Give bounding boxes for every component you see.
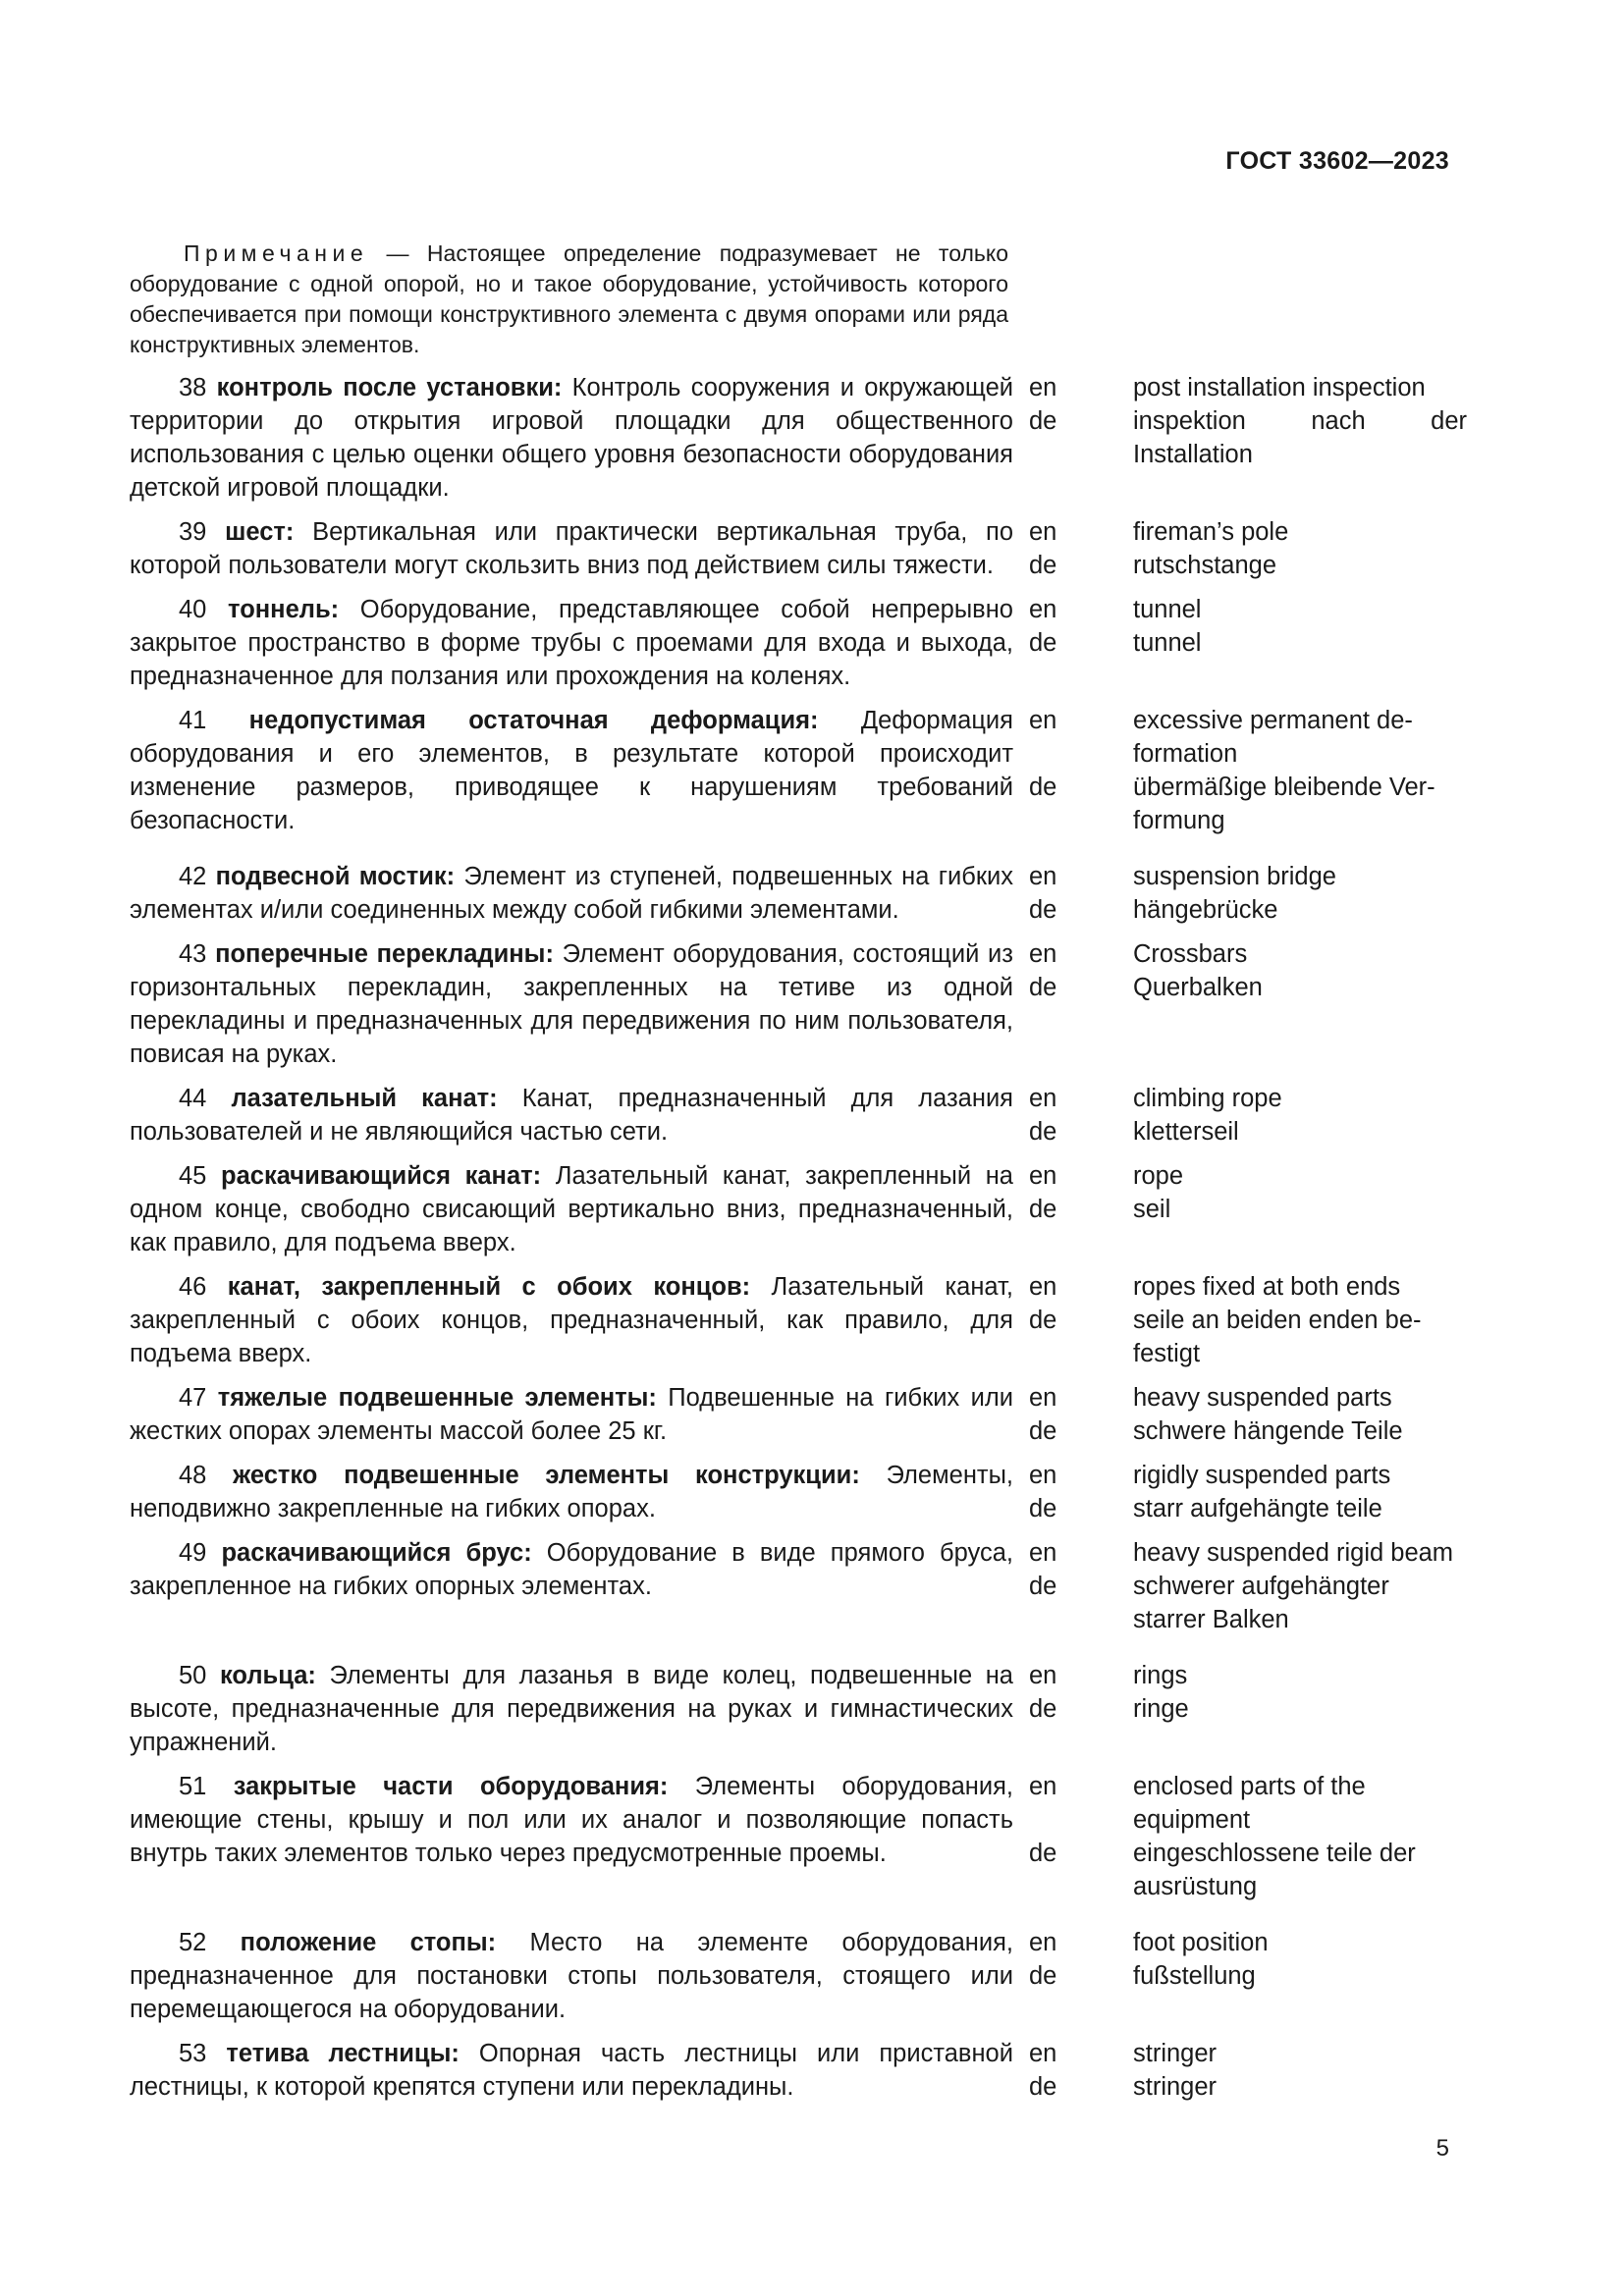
language-code: en	[1029, 1773, 1057, 1800]
term-entry	[130, 704, 1445, 837]
term-entry	[130, 371, 1467, 505]
language-code: de	[1029, 407, 1057, 435]
foreign-equivalents	[1133, 593, 1467, 693]
term-definition	[130, 1459, 1013, 1525]
foreign-equivalent: rope	[1133, 1162, 1184, 1190]
term-definition	[130, 1082, 1013, 1148]
language-code: de	[1029, 629, 1057, 657]
foreign-equivalent: inspektion nach der Installation	[1133, 407, 1467, 468]
term-name: подвесной мостик:	[215, 863, 456, 890]
foreign-equivalents	[1133, 1926, 1467, 2026]
term-number: 50	[179, 1662, 207, 1689]
foreign-equivalents	[1133, 2037, 1467, 2104]
language-code: de	[1029, 1840, 1057, 1867]
term-entry	[130, 1659, 1445, 1759]
term-definition-text: Подвешенные на гибких или жестких опорах элементы массой более 25 кг.	[130, 1384, 1014, 1445]
term-number: 48	[179, 1462, 207, 1489]
language-code: de	[1029, 1962, 1057, 1990]
foreign-equivalent: tunnel	[1133, 629, 1202, 657]
term-definition	[130, 593, 1013, 693]
term-name: контроль после установки:	[216, 374, 563, 401]
term-definition	[130, 1926, 1013, 2026]
term-definition-text: Лазательный канат, закрепленный на одном конце, свободно свисающий вертикально вниз, предназначенный, как правило, для подъема вверх.	[130, 1162, 1013, 1256]
foreign-equivalent: foot position	[1133, 1929, 1269, 1956]
foreign-equivalent: excessive permanent de-	[1133, 707, 1413, 734]
language-code: en	[1029, 2040, 1057, 2067]
term-number: 45	[179, 1162, 207, 1190]
foreign-equivalent: formation	[1133, 740, 1238, 768]
term-definition-text: Канат, предназначенный для лазания пользователей и не являющийся частью сети.	[130, 1085, 1013, 1146]
term-entry	[130, 860, 1445, 927]
language-code	[1029, 1803, 1103, 1837]
term-definition	[130, 1770, 1013, 1903]
term-number: 47	[179, 1384, 207, 1412]
foreign-equivalent: ringe	[1133, 1695, 1189, 1723]
foreign-equivalents	[1133, 515, 1467, 582]
language-code	[1029, 737, 1103, 771]
term-name: канат, закрепленный с обоих концов:	[227, 1273, 751, 1301]
language-codes	[1029, 1270, 1103, 1370]
language-code: de	[1029, 1495, 1057, 1522]
foreign-equivalent: post installation inspection	[1133, 374, 1426, 401]
term-definition-text: Элементы оборудования, имеющие стены, крышу и пол или их аналог и позволяющие попасть внутрь таких элементов только через предусмотренные проемы.	[130, 1773, 1013, 1867]
document-code-header: ГОСТ 33602—2023	[1225, 147, 1449, 175]
foreign-equivalent: rutschstange	[1133, 552, 1277, 579]
language-code: de	[1029, 2073, 1057, 2101]
term-number: 41	[179, 707, 207, 734]
foreign-equivalent: starr aufgehängte teile	[1133, 1495, 1382, 1522]
foreign-equivalent: Querbalken	[1133, 974, 1263, 1001]
term-entry	[130, 1159, 1445, 1259]
foreign-equivalents	[1133, 1770, 1467, 1903]
term-name: закрытые части оборудования:	[233, 1773, 669, 1800]
foreign-equivalent: tunnel	[1133, 596, 1202, 623]
term-entry	[130, 1381, 1445, 1448]
foreign-equivalents	[1133, 860, 1467, 927]
term-name: тетива лестницы:	[226, 2040, 460, 2067]
language-codes	[1029, 515, 1103, 582]
term-definition-text: Элементы для лазанья в виде колец, подвешенные на высоте, предназначенные для передвижения на руках и гимнастических упражнений.	[130, 1662, 1013, 1756]
language-codes	[1029, 1159, 1103, 1259]
term-entry	[130, 1459, 1445, 1525]
language-code: en	[1029, 374, 1057, 401]
term-name: раскачивающийся брус:	[221, 1539, 532, 1567]
term-entry	[130, 1926, 1445, 2026]
term-name: жестко подвешенные элементы конструкции:	[233, 1462, 860, 1489]
language-code: en	[1029, 1162, 1057, 1190]
term-entry	[130, 1270, 1445, 1370]
term-definition-text: Элемент из ступеней, подвешенных на гибких элементах и/или соединенных между собой гибкими элементами.	[130, 863, 1013, 924]
language-code: de	[1029, 974, 1057, 1001]
language-codes	[1029, 704, 1103, 837]
foreign-equivalents	[1133, 704, 1467, 837]
language-code	[1029, 1870, 1103, 1903]
term-definition	[130, 1381, 1013, 1448]
page-number: 5	[1435, 2135, 1449, 2162]
term-number: 46	[179, 1273, 207, 1301]
foreign-equivalent: starrer Balken	[1133, 1606, 1289, 1633]
foreign-equivalent: ausrüstung	[1133, 1873, 1258, 1900]
language-code: en	[1029, 940, 1057, 968]
foreign-equivalents	[1133, 1459, 1467, 1525]
foreign-equivalent: ropes fixed at both ends	[1133, 1273, 1401, 1301]
language-codes	[1029, 1381, 1103, 1448]
term-number: 38	[179, 374, 207, 401]
language-codes	[1029, 1926, 1103, 2026]
foreign-equivalent: hängebrücke	[1133, 896, 1278, 924]
term-number: 43	[179, 940, 207, 968]
language-code: en	[1029, 863, 1057, 890]
foreign-equivalent: formung	[1133, 807, 1225, 834]
term-name: поперечные перекладины:	[215, 940, 554, 968]
term-definition-text: Контроль сооружения и окружающей территории до открытия игровой площадки для общественного использования с целью оценки общего уровня безопасности оборудования детской игровой площадки.	[130, 374, 1014, 502]
term-number: 44	[179, 1085, 207, 1112]
term-name: тяжелые подвешенные элементы:	[217, 1384, 657, 1412]
term-name: кольца:	[219, 1662, 316, 1689]
language-code: en	[1029, 1384, 1057, 1412]
language-code: en	[1029, 707, 1057, 734]
foreign-equivalents	[1133, 1270, 1467, 1370]
foreign-equivalent: fußstellung	[1133, 1962, 1256, 1990]
note-label: Примечание	[184, 240, 369, 266]
foreign-equivalents	[1133, 1159, 1467, 1259]
language-code: en	[1029, 596, 1057, 623]
term-definition-text: Оборудование, представляющее собой непрерывно закрытое пространство в форме трубы с проемами для входа и выхода, предназначенное для ползания или прохождения на коленях.	[130, 596, 1013, 690]
term-definition	[130, 704, 1013, 837]
language-code: en	[1029, 518, 1057, 546]
language-code: de	[1029, 1307, 1057, 1334]
foreign-equivalent: kletterseil	[1133, 1118, 1239, 1146]
language-code: de	[1029, 552, 1057, 579]
language-code: de	[1029, 774, 1057, 801]
term-definition-text: Элементы, неподвижно закрепленные на гибких опорах.	[130, 1462, 1014, 1522]
term-definition	[130, 371, 1013, 505]
language-code	[1029, 804, 1103, 837]
foreign-equivalent: heavy suspended parts	[1133, 1384, 1392, 1412]
term-entry	[130, 515, 1445, 582]
language-codes	[1029, 593, 1103, 693]
language-codes	[1029, 1536, 1103, 1636]
term-number: 40	[179, 596, 207, 623]
term-definition-text: Лазательный канат, закрепленный с обоих концов, предназначенный, как правило, для подъема вверх.	[130, 1273, 1013, 1367]
terms-list	[130, 371, 1467, 2114]
term-number: 52	[179, 1929, 207, 1956]
language-code: de	[1029, 1417, 1057, 1445]
foreign-equivalent: rings	[1133, 1662, 1188, 1689]
term-name: раскачивающийся канат:	[221, 1162, 542, 1190]
language-code: en	[1029, 1929, 1057, 1956]
language-codes	[1029, 2037, 1103, 2104]
foreign-equivalent: equipment	[1133, 1806, 1251, 1834]
term-definition-text: Опорная часть лестницы или приставной лестницы, к которой крепятся ступени или перекладины.	[130, 2040, 1013, 2101]
term-entry	[130, 937, 1445, 1071]
note-text: — Настоящее определение подразумевает не только оборудование с одной опорой, но и такое оборудование, устойчивость которого обеспечивается при помощи конструктивного элемента с двумя опорами или ряда конструктивных элементов.	[130, 240, 1008, 357]
foreign-equivalent: rigidly suspended parts	[1133, 1462, 1391, 1489]
language-code: en	[1029, 1273, 1057, 1301]
foreign-equivalents	[1133, 1082, 1467, 1148]
term-definition-text: Место на элементе оборудования, предназначенное для постановки стопы пользователя, стоящего или перемещающегося на оборудовании.	[130, 1929, 1013, 2023]
term-definition	[130, 860, 1013, 927]
language-code: en	[1029, 1085, 1057, 1112]
term-definition-text: Деформация оборудования и его элементов, в результате которой происходит изменение размеров, приводящее к нарушениям требований безопасности.	[130, 707, 1013, 834]
foreign-equivalent: übermäßige bleibende Ver-	[1133, 774, 1435, 801]
foreign-equivalent: schwere hängende Teile	[1133, 1417, 1403, 1445]
foreign-equivalents	[1133, 937, 1467, 1071]
term-definition	[130, 1659, 1013, 1759]
term-definition-text: Вертикальная или практически вертикальная труба, по которой пользователи могут скользить вниз под действием силы тяжести.	[130, 518, 1013, 579]
term-entry	[130, 1536, 1454, 1636]
language-codes	[1029, 1459, 1103, 1525]
term-name: положение стопы:	[240, 1929, 497, 1956]
term-number: 53	[179, 2040, 207, 2067]
language-code: de	[1029, 1695, 1057, 1723]
foreign-equivalent: heavy suspended rigid beam	[1133, 1539, 1454, 1567]
language-codes	[1029, 937, 1103, 1071]
foreign-equivalent: suspension bridge	[1133, 863, 1336, 890]
language-codes	[1029, 1659, 1103, 1759]
foreign-equivalent: fireman’s pole	[1133, 518, 1289, 546]
foreign-equivalent: climbing rope	[1133, 1085, 1282, 1112]
foreign-equivalent: festigt	[1133, 1340, 1201, 1367]
language-codes	[1029, 860, 1103, 927]
foreign-equivalent: seile an beiden enden be-	[1133, 1307, 1422, 1334]
foreign-equivalent: eingeschlossene teile der	[1133, 1840, 1416, 1867]
foreign-equivalents	[1133, 371, 1467, 505]
term-name: недопустимая остаточная деформация:	[248, 707, 819, 734]
term-definition-text: Элемент оборудования, состоящий из горизонтальных перекладин, закрепленных на тетиве из одной перекладины и предназначенных для передвижения по ним пользователя, повисая на руках.	[130, 940, 1013, 1068]
language-code: de	[1029, 896, 1057, 924]
foreign-equivalent: schwerer aufgehängter	[1133, 1573, 1389, 1600]
foreign-equivalent: stringer	[1133, 2073, 1218, 2101]
term-definition-text: Оборудование в виде прямого бруса, закрепленное на гибких опорных элементах.	[130, 1539, 1013, 1600]
term-name: тоннель:	[228, 596, 340, 623]
term-name: лазательный канат:	[231, 1085, 498, 1112]
term-number: 42	[179, 863, 207, 890]
note-paragraph	[130, 239, 1008, 360]
foreign-equivalent: seil	[1133, 1196, 1171, 1223]
term-entry	[130, 1770, 1445, 1903]
term-entry	[130, 593, 1445, 693]
term-number: 49	[179, 1539, 207, 1567]
language-codes	[1029, 371, 1103, 505]
foreign-equivalents	[1133, 1381, 1467, 1448]
foreign-equivalent: enclosed parts of the	[1133, 1773, 1366, 1800]
language-code	[1029, 1603, 1103, 1636]
foreign-equivalent: Crossbars	[1133, 940, 1248, 968]
language-codes	[1029, 1770, 1103, 1903]
term-entry	[130, 1082, 1445, 1148]
language-code: en	[1029, 1662, 1057, 1689]
foreign-equivalent: stringer	[1133, 2040, 1218, 2067]
term-definition	[130, 2037, 1013, 2104]
term-definition	[130, 1270, 1013, 1370]
language-code: en	[1029, 1539, 1057, 1567]
language-code	[1029, 1337, 1103, 1370]
term-entry	[130, 2037, 1445, 2104]
language-code: de	[1029, 1118, 1057, 1146]
term-definition	[130, 937, 1013, 1071]
language-code: de	[1029, 1573, 1057, 1600]
term-number: 51	[179, 1773, 207, 1800]
language-code: en	[1029, 1462, 1057, 1489]
language-codes	[1029, 1082, 1103, 1148]
foreign-equivalents	[1133, 1536, 1467, 1636]
term-definition	[130, 515, 1013, 582]
foreign-equivalents	[1133, 1659, 1467, 1759]
term-definition	[130, 1159, 1013, 1259]
language-code: de	[1029, 1196, 1057, 1223]
term-definition	[130, 1536, 1013, 1636]
term-number: 39	[179, 518, 207, 546]
term-name: шест:	[225, 518, 295, 546]
